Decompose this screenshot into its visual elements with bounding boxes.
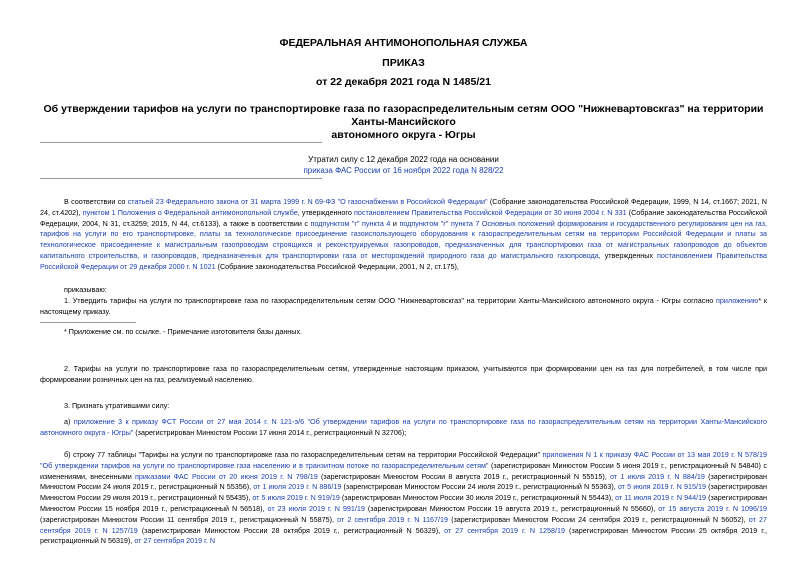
item-3b-text: (зарегистрирован Минюстом России 29 июля 2019 г., регистрационный N 55435), [40, 482, 767, 503]
item-3b [40, 450, 767, 547]
item-3b-text: (зарегистрирован Минюстом России 19 августа 2019 г., регистрационный N 55660), [364, 503, 659, 513]
agency-name: ФЕДЕРАЛЬНАЯ АНТИМОНОПОЛЬНАЯ СЛУЖБА [279, 37, 528, 49]
fas-order-next-link[interactable]: от 27 сентября 2019 г. N [134, 536, 216, 546]
item-1 [40, 296, 767, 318]
footnote: * Приложение см. по ссылке. - Примечание изготовителя базы данных. [64, 327, 303, 336]
preamble-text: , утвержденных [598, 250, 658, 260]
item-3a-text: а) [64, 417, 74, 426]
fst-order-121-link[interactable]: приложение 3 к приказу ФСТ России от 27 мая 2014 г. N 121-э/6 "Об утверждении тарифов на услуги по транспортировке газа по газораспределительным сетям на территории Ханты-Мансийского автономного округа - Югры" [40, 417, 768, 437]
item-3a-text: (зарегистрирован Минюстом России 17 июня 2014 г., регистрационный N 32706); [133, 427, 407, 437]
item-3b-text: (зарегистрирован Минюстом России 24 июля 2019 г., регистрационный N 55363), [341, 482, 618, 492]
document-date-number: от 22 декабря 2021 года N 1485/21 [316, 76, 491, 88]
subclause-4g-link[interactable]: подпунктом "г" пункта 4 [310, 218, 391, 228]
preamble-text: (Собрание законодательства Российской Федерации, 1999, N 14, ст.1667; 2021, N 24, ст.4202), [40, 197, 767, 217]
preamble-text: В соответствии со [64, 197, 128, 206]
item-3b-text: (зарегистрирован Минюстом России 11 сентября 2019 г., регистрационный N 55875), [40, 514, 338, 524]
item-3b-text: (зарегистрирован Минюстом России 5 июня 2019 г., регистрационный N 54840) с изменениями, внесенными [40, 460, 767, 481]
preamble-paragraph [40, 197, 767, 273]
gas-supply-law-link[interactable]: статьей 23 Федерального закона от 31 марта 1999 г. N 69-ФЗ "О газоснабжении в Российской Федерации" [127, 197, 488, 206]
fas-order-886-link[interactable]: от 1 июля 2019 г. N 886/19 [253, 482, 342, 492]
fas-order-1167-link[interactable]: от 2 сентября 2019 г. N 1167/19 [337, 514, 448, 524]
item-1-text: * к настоящему приказу. [40, 296, 767, 316]
item-3a [40, 417, 767, 439]
government-decree-1021-link[interactable]: постановлением Правительства Российской Федерации от 29 декабря 2000 г. N 1021 [40, 250, 767, 271]
item-3b-text: (зарегистрирован Минюстом России 24 июля 2019 г., регистрационный N 55356), [40, 471, 767, 492]
item-3: 3. Признать утратившими силу: [64, 401, 170, 410]
repeal-note-text: Утратил силу с 12 декабря 2022 года на основании [308, 155, 499, 164]
item-1-text: 1. Утвердить тарифы на услуги по транспортировке газа по газораспределительным сетям ООО "Нижневартовскгаз" на территории Ханты-Мансийского автономного округа - Югры согласно [64, 296, 717, 305]
document-type: ПРИКАЗ [382, 57, 425, 69]
item-3b-text: (зарегистрирован Минюстом России 24 сентября 2019 г., регистрационный N 56052), [447, 514, 749, 524]
fas-order-991-link[interactable]: от 23 июля 2019 г. N 991/19 [267, 503, 365, 513]
fas-order-919-link[interactable]: от 5 июля 2019 г. N 919/19 [252, 493, 340, 503]
fas-order-578-link[interactable]: приложения N 1 к приказу ФАС России от 13 мая 2019 г. N 578/19 "Об утверждении тарифов на услуги по транспортировке газа населению и в транзитном потоке по газораспределительным сетям" [40, 450, 768, 470]
item-2: 2. Тарифы на услуги по транспортировке газа по газораспределительным сетям, утвержденные настоящим приказом, учитываются при формировании цен на газ для потребителей, в том числе при формировании розничных цен на газ, реализуемый населению. [40, 364, 767, 384]
divider-bottom [40, 178, 322, 179]
government-decree-331-link[interactable]: постановлением Правительства Российской Федерации от 30 июня 2004 г. N 331 [353, 207, 627, 217]
fas-order-1258-link[interactable]: от 27 сентября 2019 г. N 1258/19 [444, 525, 566, 535]
item-3b-text: (зарегистрирован Минюстом России 8 августа 2019 г., регистрационный N 55515), [317, 471, 610, 481]
fas-regulation-link[interactable]: пунктом 1 Положения о Федеральной антимонопольной службе [82, 207, 298, 217]
item-3b-text: (зарегистрирован Минюстом России 15 ноября 2019 г., регистрационный N 56518), [40, 493, 767, 513]
fas-order-798-link[interactable]: приказами ФАС России от 20 июня 2019 г. N 798/19 [134, 471, 318, 481]
fas-order-944-link[interactable]: от 11 июля 2019 г. N 944/19 [615, 493, 707, 503]
item-3b-text: (зарегистрирован Минюстом России 28 октября 2019 г., регистрационный N 56329), [137, 525, 445, 535]
appendix-link[interactable]: приложению [716, 296, 759, 305]
document-title-line-1: Об утверждении тарифов на услуги по транспортировке газа по газораспределительным сетям ООО "Нижневартовскгаз" на территории Ханты-Мансийского [43, 103, 764, 128]
fas-order-1096-link[interactable]: от 15 августа 2019 г. N 1096/19 [658, 503, 768, 513]
fas-order-1257-link[interactable]: от 27 сентября 2019 г. N 1257/19 [40, 514, 767, 535]
fas-order-884-link[interactable]: от 1 июля 2019 г. N 884/19 [609, 471, 705, 481]
divider-top [40, 142, 322, 143]
repeal-note [40, 154, 767, 176]
item-3b-text: б) строку 77 таблицы "Тарифы на услуги по транспортировке газа по газораспределительным сетям на территории Российской Федерации" [64, 450, 543, 459]
preamble-text: (Собрание законодательства Российской Федерации, 2004, N 31, ст.3259; 2015, N 44, ст.6133), а также в соответствии с [40, 207, 767, 228]
fas-order-915-link[interactable]: от 5 июля 2019 г. N 915/19 [617, 482, 706, 492]
repeal-order-link[interactable]: приказа ФАС России от 16 ноября 2022 года N 828/22 [303, 166, 504, 175]
preamble-text: (Собрание законодательства Российской Федерации, 2001, N 2, ст.175), [215, 261, 459, 271]
footnote-divider [40, 322, 136, 323]
document-title-line-2: автономного округа - Югры [331, 129, 476, 141]
document-title [40, 103, 767, 142]
item-3b-text: (зарегистрирован Минюстом России 30 июля 2019 г., регистрационный N 55443), [339, 493, 616, 503]
item-3b-text: (зарегистрирован Минюстом России 25 октября 2019 г., регистрационный N 56319), [40, 525, 768, 546]
preamble-text: , утвержденного [297, 207, 354, 217]
subclause-7g-link[interactable]: подпунктом "г" пункта 7 Основных положений формирования и государственного регулирования цен на газ, тарифов на услуги по его транспортировке, платы за технологическое присоединение газоиспользующего оборудования к газораспределительным сетям на территории Российской Федерации и платы за технологическое присоединение к магистральным газопроводам строящихся и реконструируемых газопроводов, предназначенных для транспортировки газа от магистральных газопроводов до объектов капитального строительства, и газопроводов, предназначенных для транспортировки газа от месторождений природного газа до магистрального газопровода [40, 218, 767, 260]
order-word: приказываю: [64, 285, 107, 294]
preamble-text: и [390, 218, 400, 228]
